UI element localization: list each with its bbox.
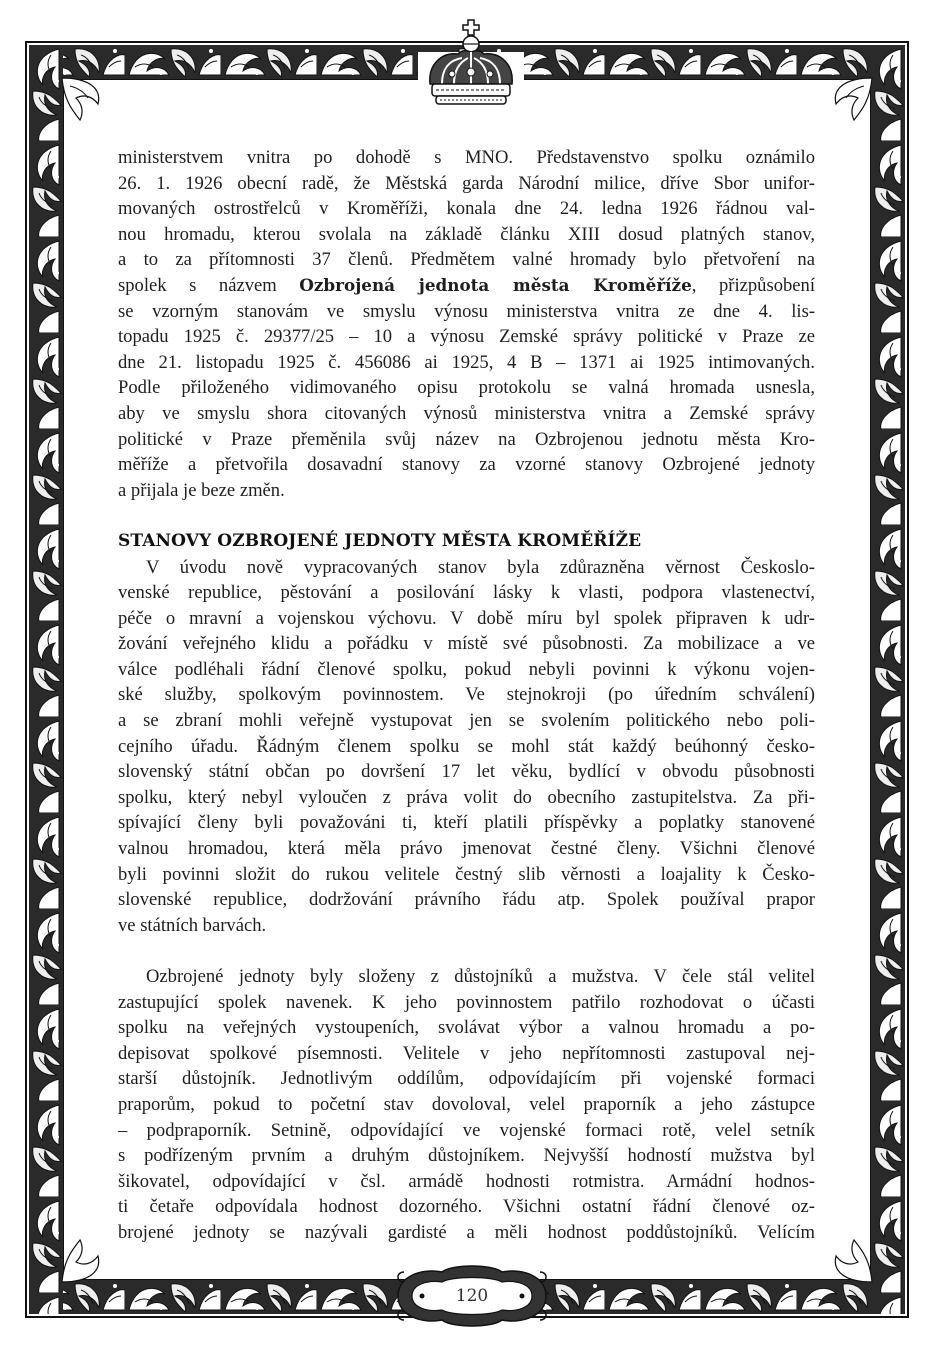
text-line: ti četaře odpovídala hodnost dozorného. Všichni ostatní řádní členové oz- [118, 1196, 815, 1218]
page-number: 120 [455, 1286, 489, 1306]
text-line: se vzorným stanovám ve smyslu výnosu ministerstva vnitra ze dne 4. lis- [118, 300, 815, 322]
border-band-left [29, 45, 63, 1314]
paragraph-spacer [118, 938, 815, 964]
text-line: movaných ostrostřelců v Kroměříži, konala dne 24. ledna 1926 řádnou val- [118, 198, 815, 220]
text-line: zastupující spolek navenek. K jeho povinnostem patřilo rozhodovat o účasti [118, 991, 815, 1013]
corner-leaf-icon [58, 74, 108, 124]
paragraph-statutes [118, 555, 815, 939]
border-band-right [871, 45, 905, 1314]
crown-icon [418, 14, 524, 120]
text-line: nou hromadu, kterou svolala na základě článku XIII dosud platných stanov, [118, 223, 815, 245]
text-line: měříže a přetvořila dosavadní stanovy za vzorné stanovy Ozbrojené jednoty [118, 454, 815, 476]
text-line: Podle přiloženého vidimovaného opisu protokolu se valná hromada usnesla, [118, 377, 815, 399]
page-body [118, 145, 815, 1246]
text-line: Ozbrojené jednoty byly složeny z důstojníků a mužstva. V čele stál velitel [146, 966, 815, 987]
text-line: ve státních barvách. [118, 914, 267, 936]
text-line: 26. 1. 1926 obecní radě, že Městská garda Národní milice, dříve Sbor unifor- [118, 172, 815, 194]
corner-leaf-icon [826, 74, 876, 124]
text-line: a to za přítomnosti 37 členů. Předmětem valné hromady bylo přetvoření na [118, 249, 815, 271]
text-line: a se zbraní mohli veřejně vystupovat jen se svolením politického nebo poli- [118, 710, 815, 732]
text-line: s podřízeným prvním a druhým důstojníkem. Nejvyšší hodností mužstva byl [118, 1145, 815, 1167]
text-line: žování veřejného klidu a pořádku v místě své působnosti. Za mobilizace a ve [118, 633, 815, 655]
section-heading: STANOVY OZBROJENÉ JEDNOTY MĚSTA KROMĚŘÍŽE [118, 530, 642, 551]
text-line: depisovat spolkové písemnosti. Velitele v jeho nepřítomnosti zastupoval nej- [118, 1042, 815, 1064]
text-line: ministerstvem vnitra po dohodě s MNO. Představenstvo spolku oznámilo [118, 147, 815, 168]
text-line: venské republice, pěstování a posilování lásky k vlasti, podpora vlastenectví, [118, 582, 815, 604]
text-line: válce podléhali řádní členové spolku, pokud nebyli povinni k výkonu vojen- [118, 658, 815, 680]
text-line: brojené jednoty se nazývali gardisté a měli hodnost poddůstojníků. Velícím [118, 1221, 815, 1243]
text-line: slovenské republice, dodržování právního řádu atp. Spolek používal prapor [118, 889, 815, 911]
text-line: spolku, který nebyl vyloučen z práva volit do obecního zastupitelstva. Za při- [118, 786, 815, 808]
text-line: spívající členy byli považováni ti, kteří platili příspěvky a poplatky stanovené [118, 812, 815, 834]
paragraph-intro [118, 145, 815, 503]
text-line: – podpraporník. Setnině, odpovídající ve vojenské formaci rotě, velel setník [118, 1119, 815, 1141]
text-line: slovenský státní občan po dovršení 17 let věku, bydlící v obvodu působnosti [118, 761, 815, 783]
text-line: starší důstojník. Jednotlivým oddílům, odpovídajícím při vojenské formaci [118, 1068, 815, 1090]
text-line: topadu 1925 č. 29377/25 – 10 a výnosu Zemské správy politické v Praze ze [118, 326, 815, 348]
text-line-with-bold [118, 273, 815, 299]
text-line: cejního úřadu. Řádným členem spolku se mohl stát každý beúhonný česko- [118, 735, 815, 757]
text-line: byli povinni složit do rukou velitele čestný slib věrnosti a loajality k Česko- [118, 863, 815, 885]
paragraph-organization [118, 964, 815, 1246]
text-fragment: spolek s názvem [118, 274, 300, 296]
text-fragment: , přizpůsobení [691, 274, 816, 296]
text-line: a přijala je beze změn. [118, 479, 285, 501]
text-line: spolku na veřejných vystoupeních, svolávat výbor a valnou hromadu a po- [118, 1017, 815, 1039]
text-line: péče o mravní a vojenskou výchovu. V době míru byl spolek připraven k udr- [118, 607, 815, 629]
text-line: aby ve smyslu shora citovaných výnosů ministerstva vnitra a Zemské správy [118, 402, 815, 424]
text-line: V úvodu nově vypracovaných stanov byla zdůrazněna věrnost Českoslo- [146, 556, 815, 578]
text-line: ské služby, spolkovým povinnostem. Ve stejnokroji (po úředním schválení) [118, 684, 815, 706]
text-line: valnou hromadou, která měla právo jmenovat čestné členy. Všichni členové [118, 838, 815, 860]
text-line: praporům, pokud to početní stav dovoloval, velel praporník a jeho zástupce [118, 1093, 815, 1115]
text-line: šikovatel, odpovídající v čsl. armádě hodnosti rotmistra. Armádní hodnos- [118, 1170, 815, 1192]
text-line: politické v Praze přeměnila svůj název na Ozbrojenou jednotu města Kro- [118, 428, 815, 450]
text-line: dne 21. listopadu 1925 č. 456086 ai 1925, 4 B – 1371 ai 1925 intimovaných. [118, 351, 815, 373]
corner-leaf-icon [826, 1236, 876, 1286]
corner-leaf-icon [58, 1236, 108, 1286]
organization-name-bold: Ozbrojená jednota města Kroměříže [299, 274, 692, 295]
